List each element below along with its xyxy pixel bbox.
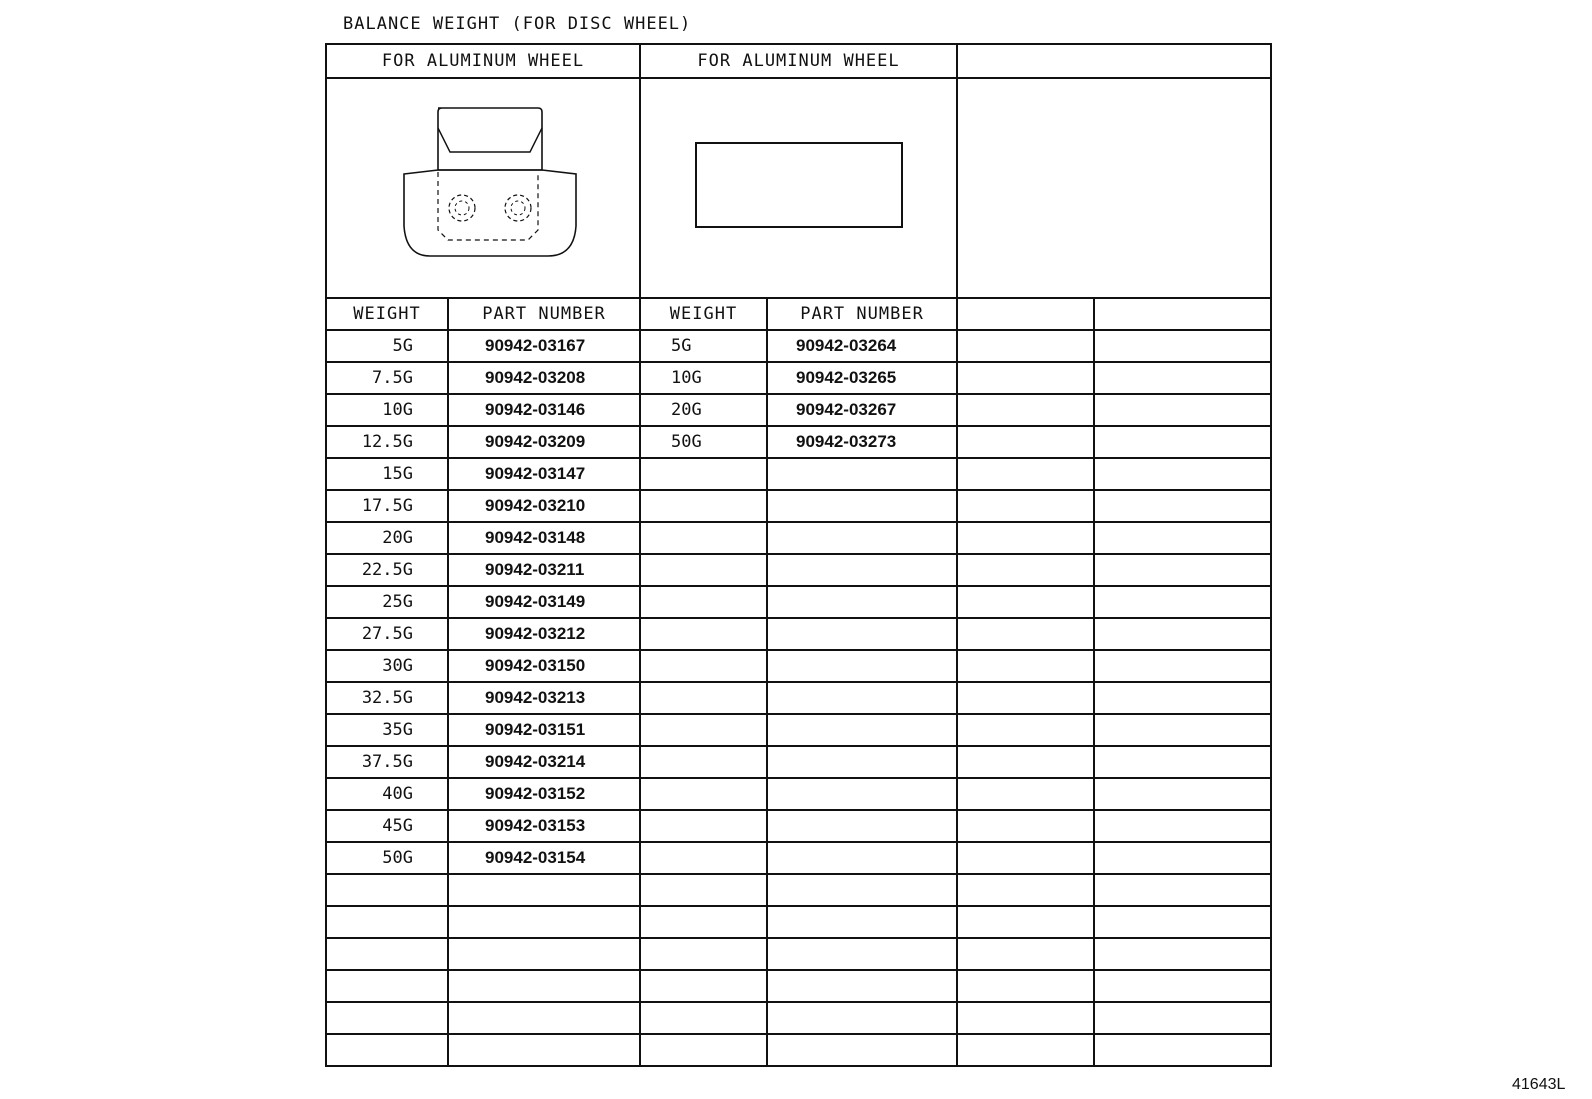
weight-cell: 5G — [326, 330, 448, 362]
weight-cell: 20G — [640, 394, 767, 426]
part-number-cell — [767, 554, 957, 586]
weight-cell: 32.5G — [326, 682, 448, 714]
part-number-cell — [767, 490, 957, 522]
empty-cell — [1094, 682, 1271, 714]
table-row — [326, 490, 1271, 522]
empty-cell — [1094, 618, 1271, 650]
weight-cell: 50G — [326, 842, 448, 874]
section-header-empty — [957, 44, 1271, 78]
part-number-cell: 90942-03147 — [448, 458, 640, 490]
part-number-cell — [767, 586, 957, 618]
part-number-cell — [767, 714, 957, 746]
part-number-cell: 90942-03154 — [448, 842, 640, 874]
empty-cell — [957, 522, 1094, 554]
empty-cell — [1094, 586, 1271, 618]
empty-cell — [1094, 938, 1271, 970]
part-number-cell — [767, 458, 957, 490]
empty-cell — [1094, 906, 1271, 938]
empty-cell — [957, 586, 1094, 618]
weight-cell: 10G — [326, 394, 448, 426]
part-number-cell: 90942-03213 — [448, 682, 640, 714]
adhesive-weight-cell — [640, 78, 957, 298]
table-row — [326, 810, 1271, 842]
empty-cell — [957, 810, 1094, 842]
weight-cell — [640, 1034, 767, 1066]
balance-weight-table — [325, 43, 1272, 1067]
part-number-cell: 90942-03148 — [448, 522, 640, 554]
empty-cell — [1094, 778, 1271, 810]
weight-cell — [640, 1002, 767, 1034]
part-number-cell — [767, 1034, 957, 1066]
weight-cell — [326, 970, 448, 1002]
part-number-cell: 90942-03264 — [767, 330, 957, 362]
table-row — [326, 682, 1271, 714]
weight-cell — [640, 714, 767, 746]
weight-cell — [640, 810, 767, 842]
part-number-cell — [767, 906, 957, 938]
part-number-cell: 90942-03214 — [448, 746, 640, 778]
part-number-cell — [448, 906, 640, 938]
part-number-cell — [448, 1034, 640, 1066]
weight-cell — [640, 906, 767, 938]
empty-cell — [957, 1002, 1094, 1034]
weight-column-header: WEIGHT — [326, 298, 448, 330]
weight-cell — [640, 586, 767, 618]
table-row — [326, 650, 1271, 682]
part-number-cell: 90942-03152 — [448, 778, 640, 810]
weight-cell — [326, 1034, 448, 1066]
part-number-cell: 90942-03210 — [448, 490, 640, 522]
table-row — [326, 362, 1271, 394]
part-number-cell: 90942-03153 — [448, 810, 640, 842]
part-number-cell — [448, 970, 640, 1002]
part-number-cell — [767, 938, 957, 970]
table-row — [326, 746, 1271, 778]
weight-cell: 17.5G — [326, 490, 448, 522]
part-number-cell: 90942-03211 — [448, 554, 640, 586]
weight-cell — [640, 522, 767, 554]
empty-cell — [1094, 746, 1271, 778]
empty-cell — [957, 426, 1094, 458]
weight-cell: 10G — [640, 362, 767, 394]
table-row — [326, 618, 1271, 650]
table-row — [326, 554, 1271, 586]
empty-cell — [1094, 1034, 1271, 1066]
empty-cell — [957, 874, 1094, 906]
empty-cell — [957, 490, 1094, 522]
table-row — [326, 778, 1271, 810]
weight-cell — [640, 938, 767, 970]
part-number-cell — [767, 746, 957, 778]
weight-cell — [326, 874, 448, 906]
weight-cell: 15G — [326, 458, 448, 490]
part-number-cell: 90942-03149 — [448, 586, 640, 618]
weight-cell: 37.5G — [326, 746, 448, 778]
weight-cell — [640, 650, 767, 682]
part-number-cell — [448, 938, 640, 970]
empty-cell — [957, 650, 1094, 682]
table-row — [326, 842, 1271, 874]
table-row — [326, 458, 1271, 490]
part-number-cell: 90942-03212 — [448, 618, 640, 650]
part-number-column-header: PART NUMBER — [448, 298, 640, 330]
empty-column-header — [957, 298, 1094, 330]
weight-cell: 35G — [326, 714, 448, 746]
part-number-cell — [448, 874, 640, 906]
empty-cell — [1094, 490, 1271, 522]
empty-cell — [1094, 810, 1271, 842]
empty-cell — [957, 394, 1094, 426]
empty-cell — [1094, 330, 1271, 362]
empty-cell — [1094, 842, 1271, 874]
part-number-cell: 90942-03209 — [448, 426, 640, 458]
part-number-cell — [767, 842, 957, 874]
weight-cell: 25G — [326, 586, 448, 618]
empty-cell — [957, 554, 1094, 586]
weight-cell — [326, 1002, 448, 1034]
table-row — [326, 938, 1271, 970]
table-row — [326, 586, 1271, 618]
part-number-cell: 90942-03208 — [448, 362, 640, 394]
empty-cell — [1094, 970, 1271, 1002]
empty-cell — [1094, 362, 1271, 394]
empty-column-header — [1094, 298, 1271, 330]
part-number-cell — [448, 1002, 640, 1034]
clip-on-weight-icon — [388, 106, 578, 266]
weight-cell: 12.5G — [326, 426, 448, 458]
empty-cell — [1094, 554, 1271, 586]
empty-cell — [957, 330, 1094, 362]
section-header-adhesive: FOR ALUMINUM WHEEL — [640, 44, 957, 78]
empty-cell — [957, 746, 1094, 778]
empty-cell — [957, 458, 1094, 490]
weight-cell — [640, 746, 767, 778]
weight-cell: 45G — [326, 810, 448, 842]
weight-cell: 40G — [326, 778, 448, 810]
weight-cell — [640, 618, 767, 650]
weight-cell: 20G — [326, 522, 448, 554]
empty-cell — [957, 682, 1094, 714]
empty-cell — [957, 906, 1094, 938]
part-number-cell — [767, 650, 957, 682]
part-number-cell — [767, 1002, 957, 1034]
empty-cell — [957, 1034, 1094, 1066]
weight-cell: 5G — [640, 330, 767, 362]
empty-cell — [957, 778, 1094, 810]
empty-cell — [1094, 458, 1271, 490]
weight-cell — [326, 938, 448, 970]
empty-cell — [1094, 714, 1271, 746]
part-number-cell — [767, 522, 957, 554]
part-number-cell — [767, 874, 957, 906]
weight-column-header: WEIGHT — [640, 298, 767, 330]
weight-cell — [640, 458, 767, 490]
part-number-cell — [767, 682, 957, 714]
illustration-code: 41643L — [1512, 1076, 1566, 1093]
part-number-cell — [767, 778, 957, 810]
part-number-column-header: PART NUMBER — [767, 298, 957, 330]
part-number-cell: 90942-03167 — [448, 330, 640, 362]
table-row — [326, 1002, 1271, 1034]
weight-cell: 30G — [326, 650, 448, 682]
weight-cell — [640, 842, 767, 874]
part-number-cell: 90942-03273 — [767, 426, 957, 458]
weight-cell: 22.5G — [326, 554, 448, 586]
part-number-cell: 90942-03267 — [767, 394, 957, 426]
part-number-cell: 90942-03265 — [767, 362, 957, 394]
weight-cell: 7.5G — [326, 362, 448, 394]
weight-cell — [640, 554, 767, 586]
table-row — [326, 906, 1271, 938]
weight-cell — [640, 874, 767, 906]
empty-cell — [957, 938, 1094, 970]
page-title: BALANCE WEIGHT (FOR DISC WHEEL) — [343, 14, 692, 34]
part-number-cell — [767, 810, 957, 842]
empty-cell — [1094, 426, 1271, 458]
part-number-cell — [767, 970, 957, 1002]
weight-cell — [326, 906, 448, 938]
part-number-cell: 90942-03146 — [448, 394, 640, 426]
empty-cell — [957, 714, 1094, 746]
clip-on-weight-cell — [326, 78, 640, 298]
table-row — [326, 1034, 1271, 1066]
empty-cell — [1094, 522, 1271, 554]
part-number-cell — [767, 618, 957, 650]
empty-cell — [1094, 394, 1271, 426]
weight-cell — [640, 682, 767, 714]
empty-cell — [1094, 874, 1271, 906]
empty-illustration-cell — [957, 78, 1271, 298]
weight-cell: 50G — [640, 426, 767, 458]
empty-cell — [957, 362, 1094, 394]
empty-cell — [957, 618, 1094, 650]
section-header-clip-on: FOR ALUMINUM WHEEL — [326, 44, 640, 78]
empty-cell — [957, 842, 1094, 874]
weight-cell — [640, 778, 767, 810]
table-row — [326, 522, 1271, 554]
weight-cell: 27.5G — [326, 618, 448, 650]
adhesive-weight-icon — [694, 141, 904, 231]
empty-cell — [957, 970, 1094, 1002]
table-row — [326, 970, 1271, 1002]
table-row — [326, 874, 1271, 906]
empty-cell — [1094, 1002, 1271, 1034]
table-row — [326, 714, 1271, 746]
table-row — [326, 394, 1271, 426]
table-row — [326, 330, 1271, 362]
weight-cell — [640, 490, 767, 522]
weight-cell — [640, 970, 767, 1002]
table-row — [326, 426, 1271, 458]
part-number-cell: 90942-03151 — [448, 714, 640, 746]
part-number-cell: 90942-03150 — [448, 650, 640, 682]
empty-cell — [1094, 650, 1271, 682]
